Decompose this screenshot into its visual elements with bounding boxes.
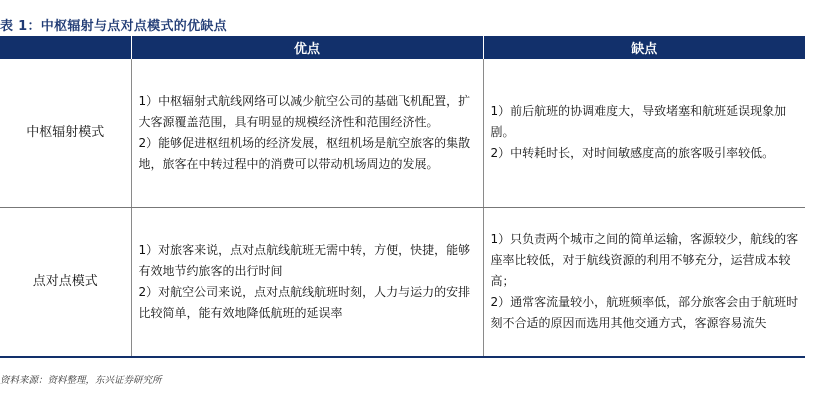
mode-cell: 点对点模式 bbox=[0, 207, 131, 357]
source-note: 资料来源：资料整理，东兴证券研究所 bbox=[0, 375, 162, 386]
pros-item: 2）对航空公司来说，点对点航线航班时刻，人力与运力的安排比较简单，能有效地降低航班的延误率 bbox=[138, 284, 471, 320]
cons-item: 1）前后航班的协调难度大，导致堵塞和航班延误现象加剧。 bbox=[490, 104, 787, 140]
table-row bbox=[0, 207, 805, 357]
cons-item: 2）通常客流量较小，航班频率低，部分旅客会由于航班时刻不合适的原因而选用其他交通方式，客源容易流失 bbox=[490, 295, 799, 331]
pros-item: 1）中枢辐射式航线网络可以减少航空公司的基础飞机配置，扩大客源覆盖范围，具有明显的规模经济性和范围经济性。 bbox=[138, 93, 471, 129]
cons-item: 2）中转耗时长，对时间敏感度高的旅客吸引率较低。 bbox=[490, 146, 775, 161]
cons-item: 1）只负责两个城市之间的简单运输，客源较少，航线的客座率比较低，对于航线资源的利用不够充分，运营成本较高； bbox=[490, 232, 799, 289]
cons-cell bbox=[483, 207, 805, 357]
pros-cell bbox=[131, 59, 483, 207]
header-pros: 优点 bbox=[131, 36, 483, 59]
pros-cell bbox=[131, 207, 483, 357]
pros-item: 2）能够促进枢纽机场的经济发展，枢纽机场是航空旅客的集散地，旅客在中转过程中的消费可以带动机场周边的发展。 bbox=[138, 135, 471, 171]
table-row bbox=[0, 59, 805, 207]
mode-cell: 中枢辐射模式 bbox=[0, 59, 131, 207]
table-header-row bbox=[0, 36, 805, 59]
comparison-table bbox=[0, 36, 805, 358]
table-title: 表 1：中枢辐射与点对点模式的优缺点 bbox=[0, 19, 227, 34]
header-cons: 缺点 bbox=[483, 36, 805, 59]
cons-cell bbox=[483, 59, 805, 207]
header-mode bbox=[0, 36, 131, 59]
pros-item: 1）对旅客来说，点对点航线航班无需中转，方便，快捷，能够有效地节约旅客的出行时间 bbox=[138, 242, 471, 278]
